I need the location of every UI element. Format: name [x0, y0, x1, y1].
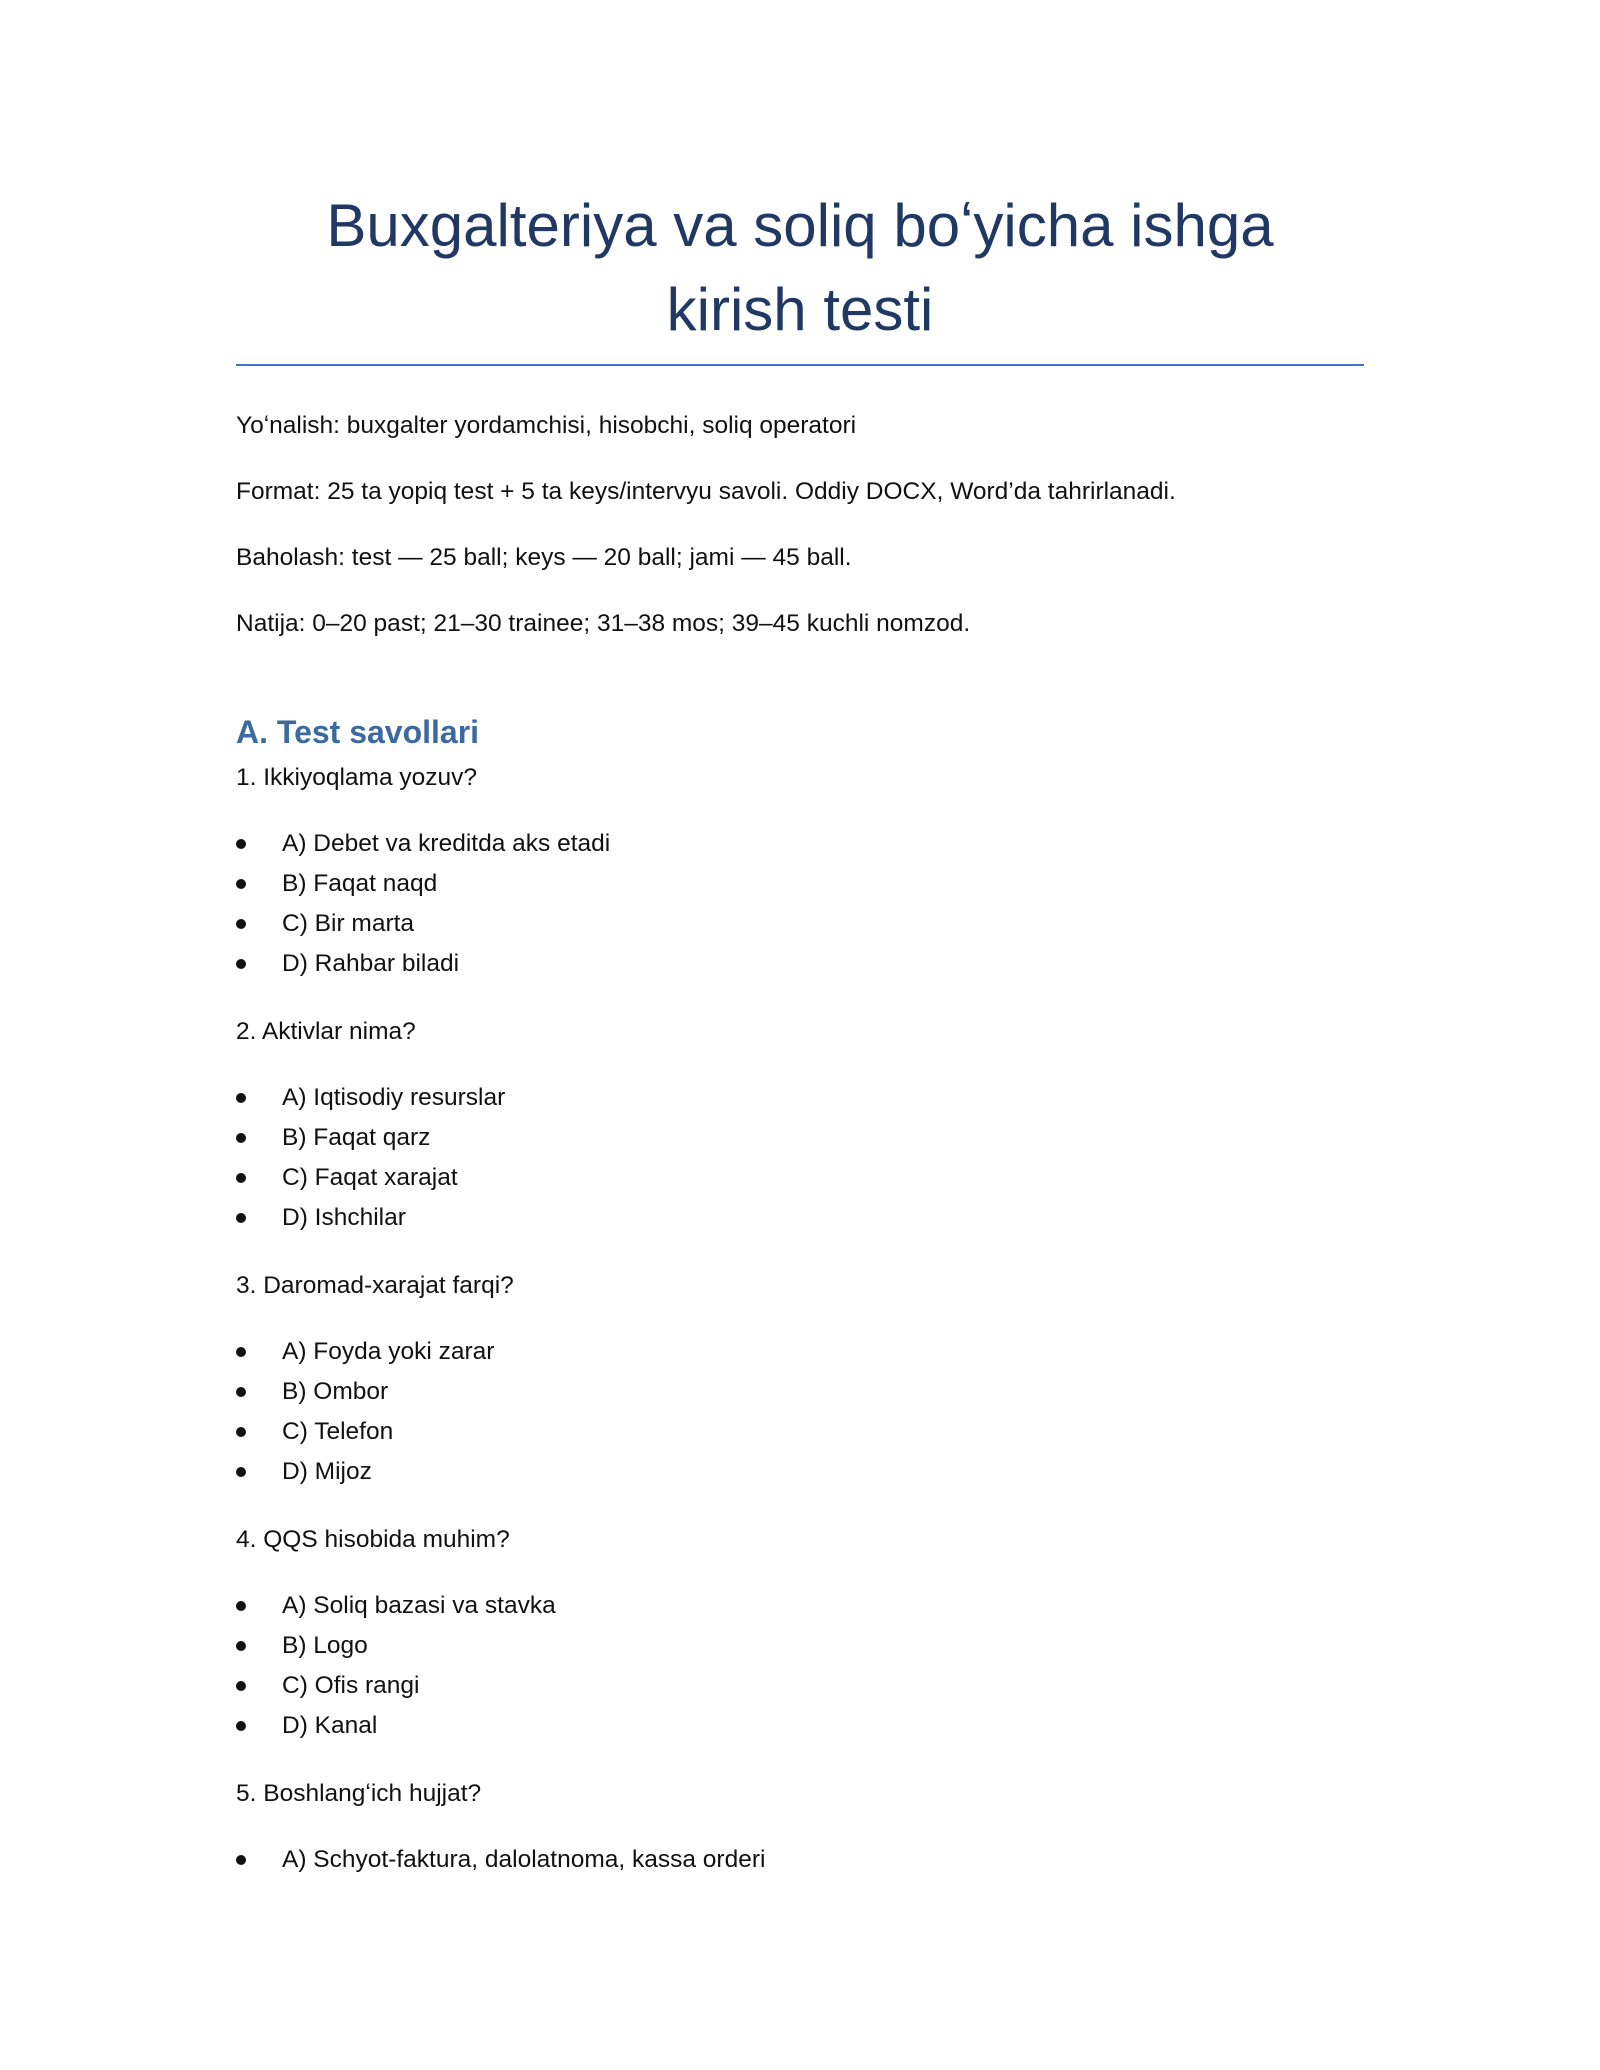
option-label: A) Schyot-faktura, dalolatnoma, kassa orderi	[282, 1846, 766, 1873]
option-label: B) Faqat qarz	[282, 1124, 431, 1151]
option-label: A) Iqtisodiy resurslar	[282, 1084, 506, 1111]
meta-scoring: Baholash: test — 25 ball; keys — 20 ball; jami — 45 ball.	[236, 544, 852, 571]
option-label: B) Ombor	[282, 1378, 389, 1405]
bullet-icon	[236, 839, 246, 849]
question-1: 1. Ikkiyoqlama yozuv?	[236, 764, 478, 791]
question-5: 5. Boshlangʻich hujjat?	[236, 1780, 482, 1807]
option-label: C) Telefon	[282, 1418, 394, 1445]
bullet-icon	[236, 1093, 246, 1103]
option-label: C) Ofis rangi	[282, 1672, 420, 1699]
bullet-icon	[236, 1641, 246, 1651]
bullet-icon	[236, 1347, 246, 1357]
title-line-2: kirish testi	[666, 276, 934, 343]
meta-result: Natija: 0–20 past; 21–30 trainee; 31–38 mos; 39–45 kuchli nomzod.	[236, 610, 971, 637]
option-label: D) Rahbar biladi	[282, 950, 460, 977]
question-2: 2. Aktivlar nima?	[236, 1018, 416, 1045]
option-label: C) Faqat xarajat	[282, 1164, 458, 1191]
bullet-icon	[236, 1427, 246, 1437]
bullet-icon	[236, 959, 246, 969]
bullet-icon	[236, 919, 246, 929]
option-label: A) Debet va kreditda aks etadi	[282, 830, 611, 857]
document-title	[236, 184, 1364, 352]
bullet-icon	[236, 1173, 246, 1183]
question-3: 3. Daromad-xarajat farqi?	[236, 1272, 514, 1299]
meta-format: Format: 25 ta yopiq test + 5 ta keys/intervyu savoli. Oddiy DOCX, Word’da tahrirlanadi.	[236, 478, 1176, 505]
option-label: C) Bir marta	[282, 910, 415, 937]
option-label: B) Faqat naqd	[282, 870, 438, 897]
meta-direction: Yoʻnalish: buxgalter yordamchisi, hisobchi, soliq operatori	[236, 412, 857, 439]
section-heading-test-questions: A. Test savollari	[236, 714, 480, 750]
bullet-icon	[236, 879, 246, 889]
title-line-1: Buxgalteriya va soliq boʻyicha ishga	[326, 192, 1274, 259]
bullet-icon	[236, 1721, 246, 1731]
option-label: D) Mijoz	[282, 1458, 372, 1485]
bullet-icon	[236, 1133, 246, 1143]
option-label: D) Kanal	[282, 1712, 378, 1739]
option-label: A) Soliq bazasi va stavka	[282, 1592, 556, 1619]
question-4: 4. QQS hisobida muhim?	[236, 1526, 510, 1553]
option-label: B) Logo	[282, 1632, 368, 1659]
bullet-icon	[236, 1601, 246, 1611]
bullet-icon	[236, 1387, 246, 1397]
bullet-icon	[236, 1467, 246, 1477]
option-label: D) Ishchilar	[282, 1204, 406, 1231]
option-label: A) Foyda yoki zarar	[282, 1338, 495, 1365]
bullet-icon	[236, 1213, 246, 1223]
title-divider	[236, 364, 1364, 366]
bullet-icon	[236, 1855, 246, 1865]
bullet-icon	[236, 1681, 246, 1691]
